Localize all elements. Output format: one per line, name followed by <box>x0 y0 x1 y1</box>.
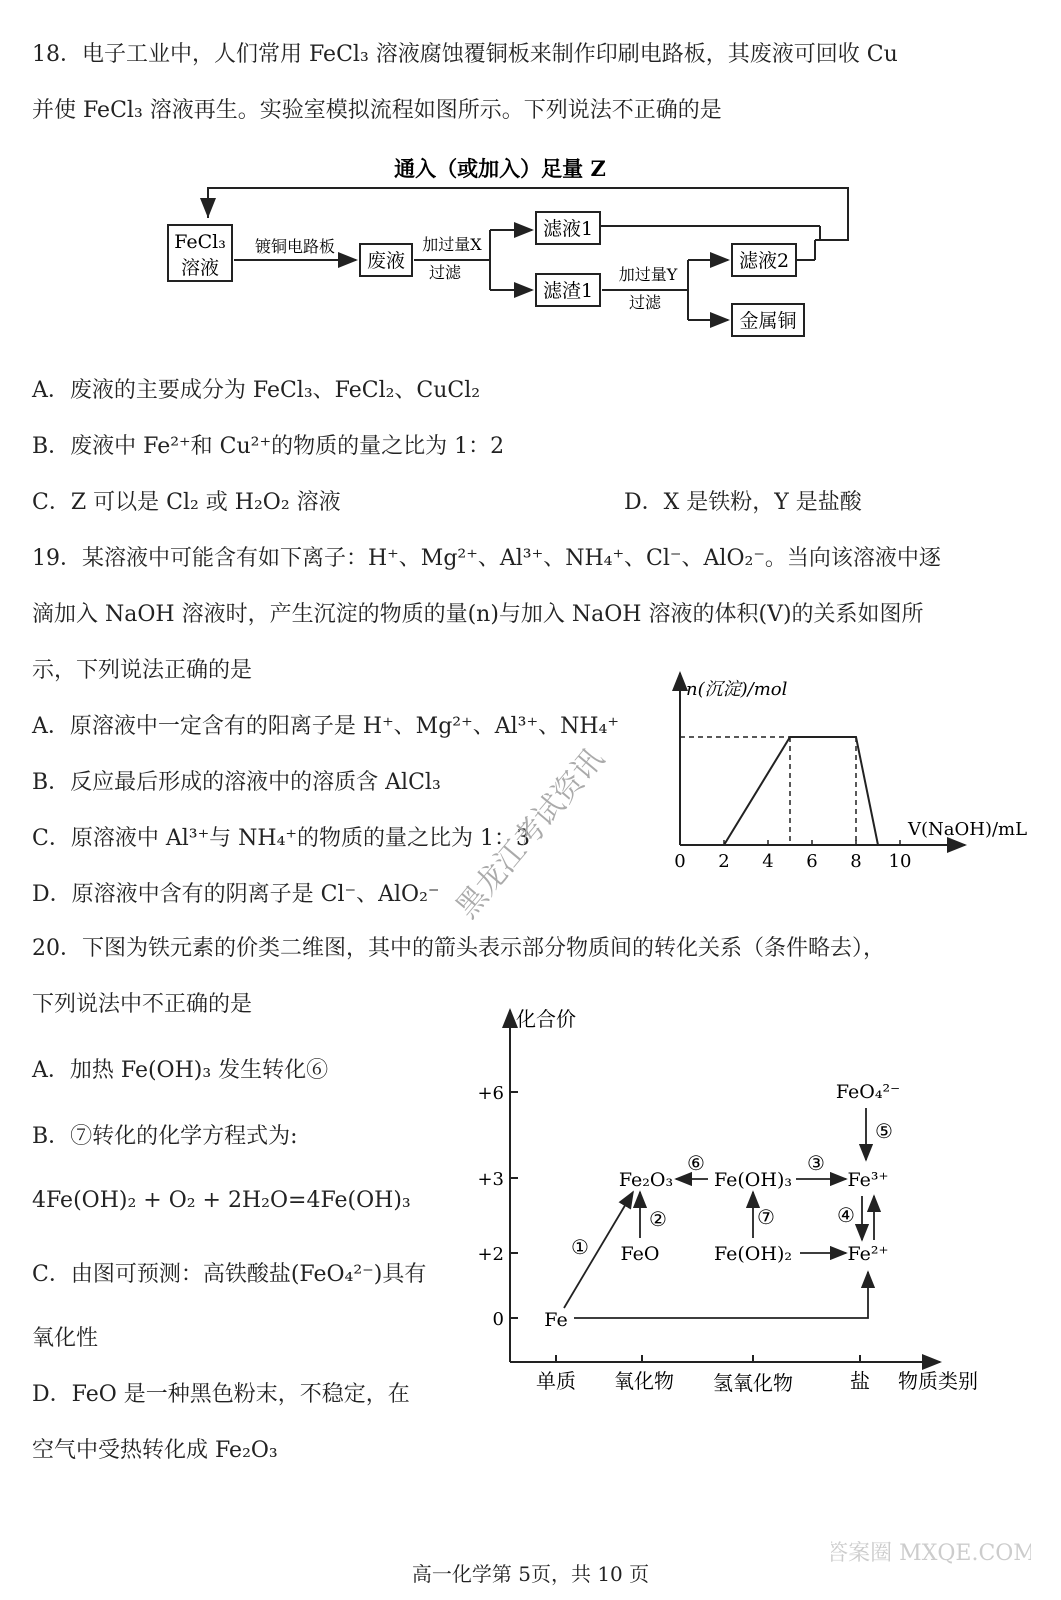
q18-stem-line2: 并使 FeCl₃ 溶液再生。实验室模拟流程如图所示。下列说法不正确的是 <box>32 98 722 123</box>
diag-cat4: 盐 <box>850 1369 870 1393</box>
q19-option-a: A．原溶液中一定含有的阳离子是 H⁺、Mg²⁺、Al³⁺、NH₄⁺ <box>32 714 619 739</box>
x-tick-label: 8 <box>850 851 862 872</box>
chart-origin: 0 <box>674 851 686 872</box>
flow-top-label: 通入（或加入）足量 Z <box>394 156 606 181</box>
label-n2: ② <box>649 1207 667 1231</box>
diag-cat3: 氢氧化物 <box>713 1371 793 1395</box>
species-fe2o3: Fe₂O₃ <box>618 1169 674 1191</box>
x-tick-label: 10 <box>888 851 912 872</box>
q20-option-d-line2: 空气中受热转化成 Fe₂O₃ <box>32 1438 278 1463</box>
q20-stem-line1: 20．下图为铁元素的价类二维图，其中的箭头表示部分物质间的转化关系（条件略去）， <box>32 936 885 961</box>
species-fe: Fe <box>544 1309 568 1331</box>
page-footer: 高一化学第 5页，共 10 页 <box>411 1562 650 1586</box>
q18-option-a: A．废液的主要成分为 FeCl₃、FeCl₂、CuCl₂ <box>32 378 481 403</box>
diag-y-axis-label: 化合价 <box>516 1007 576 1031</box>
q19-stem-line2: 滴加入 NaOH 溶液时，产生沉淀的物质的量(n)与加入 NaOH 溶液的体积(V)的关系如图所 <box>32 602 924 627</box>
x-tick-label: 6 <box>806 851 818 872</box>
species-fe2: Fe²⁺ <box>847 1243 889 1265</box>
label-n5: ⑤ <box>875 1119 893 1143</box>
chart-ylabel: n(沉淀)/mol <box>686 679 788 700</box>
logo-text: 答案圈 MXQE.COM <box>831 1541 1031 1566</box>
q19-option-c: C．原溶液中 Al³⁺与 NH₄⁺的物质的量之比为 1：3 <box>32 826 531 851</box>
q19-stem-line3: 示，下列说法正确的是 <box>32 658 253 683</box>
label-n6: ⑥ <box>687 1151 705 1175</box>
q19-chart <box>660 665 1040 884</box>
diag-cat2: 氧化物 <box>614 1369 674 1393</box>
fecl3-line2: 溶液 <box>180 257 220 279</box>
q20-equation: 4Fe(OH)₂ + O₂ + 2H₂O=4Fe(OH)₃ <box>32 1188 411 1213</box>
diag-y2: +2 <box>477 1244 504 1265</box>
diag-y3: +3 <box>477 1169 504 1190</box>
q19-stem-line1: 19．某溶液中可能含有如下离子：H⁺、Mg²⁺、Al³⁺、NH₄⁺、Cl⁻、AlO₂⁻。当向该溶液中逐 <box>32 546 941 571</box>
filter2-label: 过滤 <box>628 293 662 312</box>
q18-flow-diagram <box>160 150 880 354</box>
q20-option-b: B．⑦转化的化学方程式为: <box>32 1124 298 1149</box>
label-n3: ③ <box>807 1151 825 1175</box>
q19-option-d: D．原溶液中含有的阴离子是 Cl⁻、AlO₂⁻ <box>32 882 440 907</box>
species-feo4: FeO₄²⁻ <box>835 1081 901 1103</box>
x-tick-label: 2 <box>718 851 730 872</box>
x-tick-label: 4 <box>762 851 774 872</box>
filtrate2-label: 滤液2 <box>738 250 790 272</box>
q19-option-b: B．反应最后形成的溶液中的溶质含 AlCl₃ <box>32 770 441 795</box>
q20-option-c-line1: C．由图可预测：高铁酸盐(FeO₄²⁻)具有 <box>32 1262 427 1287</box>
q18-option-b: B．废液中 Fe²⁺和 Cu²⁺的物质的量之比为 1：2 <box>32 434 505 459</box>
filtrate1-label: 滤液1 <box>542 218 594 240</box>
q20-option-a: A．加热 Fe(OH)₃ 发生转化⑥ <box>32 1058 329 1083</box>
q18-stem-line1: 18．电子工业中，人们常用 FeCl₃ 溶液腐蚀覆铜板来制作印刷电路板，其废液可回收 Cu <box>32 42 898 67</box>
series-line <box>724 737 878 845</box>
q20-iron-diagram <box>470 1000 1010 1414</box>
diag-cat1: 单质 <box>536 1369 576 1393</box>
species-feo: FeO <box>620 1243 660 1265</box>
label-n7: ⑦ <box>757 1205 775 1229</box>
add-y-label: 加过量Y <box>618 265 678 284</box>
q20-option-c-line2: 氧化性 <box>32 1326 99 1351</box>
q20-stem-line2: 下列说法中不正确的是 <box>32 992 253 1017</box>
species-feoh2: Fe(OH)₂ <box>714 1243 792 1265</box>
diag-y0: 0 <box>492 1309 504 1330</box>
waste-label: 废液 <box>366 250 406 272</box>
label-n4: ④ <box>837 1203 855 1227</box>
add-x-label: 加过量X <box>422 235 482 254</box>
filter1-label: 过滤 <box>428 263 462 282</box>
copper-label: 金属铜 <box>739 310 797 332</box>
flow-arrow1-label: 镀铜电路板 <box>254 237 336 256</box>
q18-option-d: D．X 是铁粉，Y 是盐酸 <box>624 490 862 515</box>
residue1-label: 滤渣1 <box>542 280 594 302</box>
fecl3-line1: FeCl₃ <box>174 231 226 253</box>
watermark-text: 黑龙江考试资讯 <box>450 741 612 926</box>
watermark <box>450 690 710 930</box>
chart-xlabel: V(NaOH)/mL <box>908 819 1028 840</box>
species-fe3: Fe³⁺ <box>847 1169 889 1191</box>
species-feoh3: Fe(OH)₃ <box>714 1169 792 1191</box>
q20-option-d-line1: D．FeO 是一种黑色粉末，不稳定，在 <box>32 1382 410 1407</box>
q18-option-c: C．Z 可以是 Cl₂ 或 H₂O₂ 溶液 <box>32 490 341 515</box>
site-logo <box>831 1500 1031 1594</box>
diag-y6: +6 <box>477 1083 504 1104</box>
diag-x-axis-label: 物质类别 <box>898 1369 978 1393</box>
label-n1: ① <box>571 1235 589 1259</box>
